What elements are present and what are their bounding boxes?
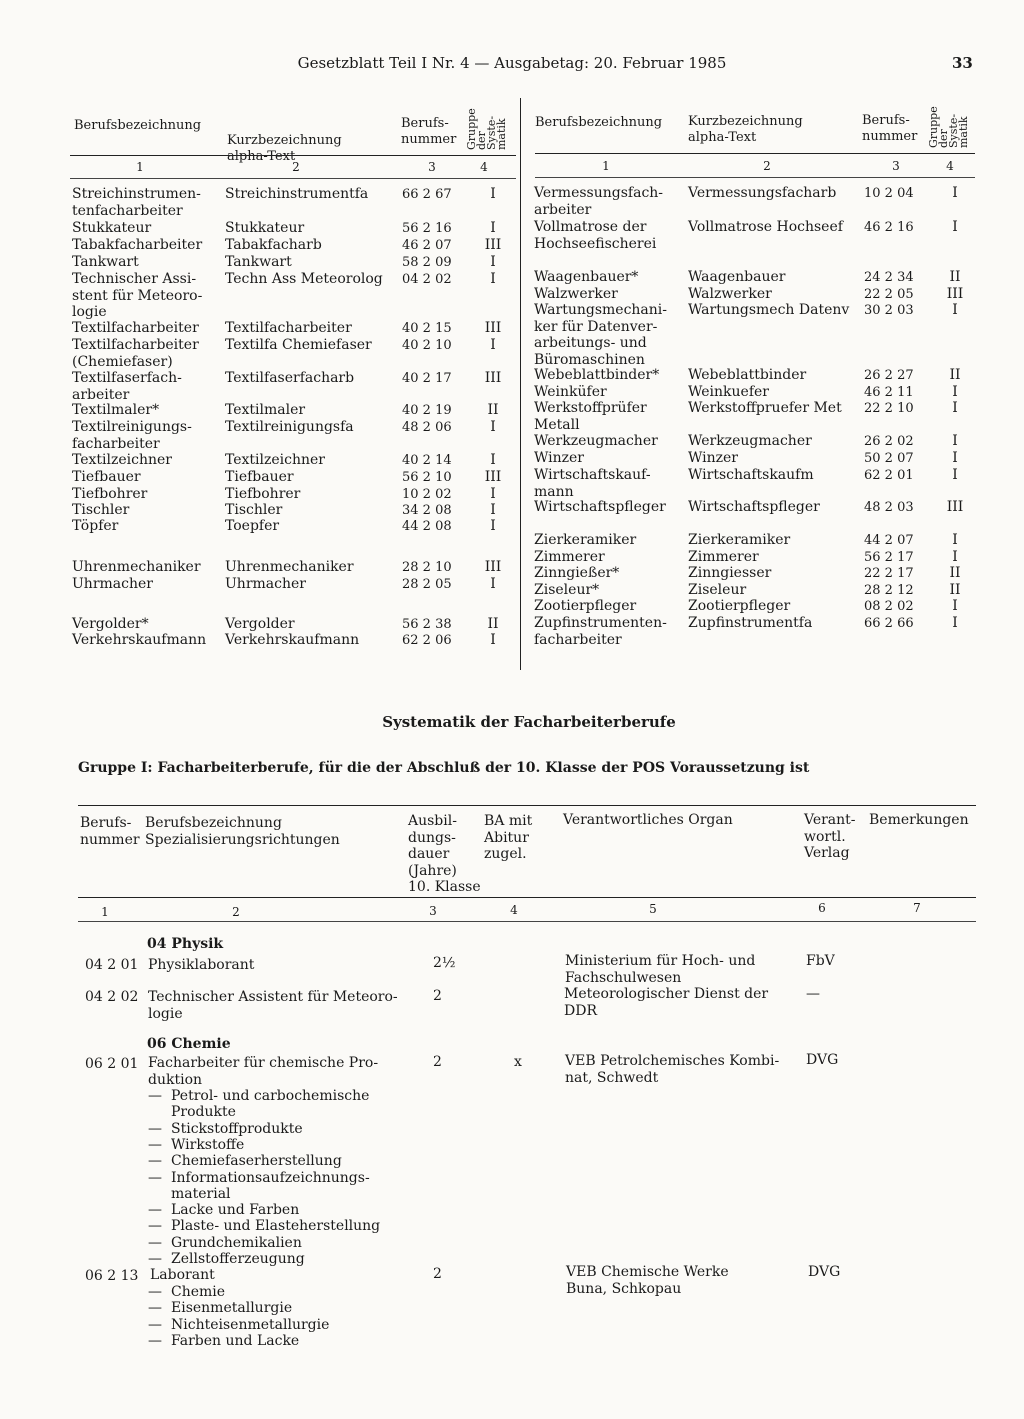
berufsbezeichnung: Werkzeugmacher: [534, 433, 658, 449]
berufsbezeichnung: Textilzeichner: [72, 452, 173, 468]
spezialisierungsrichtung: Petrol- und carbochemische Produkte: [171, 1088, 370, 1121]
berufsnummer: 28 2 12: [864, 583, 914, 598]
spezialisierungsrichtung: Stickstoffprodukte: [171, 1120, 303, 1137]
col-number: 4: [480, 160, 488, 174]
spezialisierungsrichtung: Chemie: [171, 1284, 226, 1300]
gruppe: II: [949, 582, 961, 598]
gruppe: III: [946, 286, 964, 302]
gruppe: I: [490, 576, 496, 592]
header-berufsbezeichnung: Berufsbezeichnung: [535, 115, 663, 130]
gruppe: III: [484, 469, 502, 485]
berufsbezeichnung: Uhrenmechaniker: [72, 559, 201, 575]
kurzbezeichnung: Wirtschaftskaufm: [688, 467, 814, 483]
col-number: 6: [818, 901, 826, 915]
header-gruppe: Gruppe der Syste- matik: [465, 108, 508, 150]
dash-bullet: —: [148, 1316, 162, 1333]
gruppe: I: [952, 549, 958, 565]
kurzbezeichnung: Wartungsmech Datenv: [688, 302, 850, 318]
kurzbezeichnung: Werkstoffpruefer Met: [688, 400, 842, 416]
berufsbezeichnung: Laborant: [150, 1267, 215, 1283]
header-abitur: BA mit Abitur zugel.: [484, 813, 533, 862]
gruppe: I: [490, 632, 496, 648]
dash-bullet: —: [148, 1136, 162, 1153]
col-number: 2: [763, 159, 771, 173]
kurzbezeichnung: Tischler: [225, 502, 283, 518]
gruppe: I: [952, 384, 958, 400]
gruppe: I: [490, 254, 496, 270]
berufsnummer: 46 2 07: [402, 238, 452, 253]
kurzbezeichnung: Winzer: [688, 450, 738, 466]
berufsnummer: 46 2 16: [864, 220, 914, 235]
col-number: 7: [913, 901, 921, 915]
spezialisierungsrichtung: Wirkstoffe: [171, 1136, 245, 1153]
kurzbezeichnung: Vermessungsfacharb: [688, 185, 837, 201]
header-ausbildungsdauer: Ausbil- dungs- dauer (Jahre) 10. Klasse: [408, 813, 481, 895]
gruppe: I: [952, 185, 958, 201]
berufsbezeichnung: Uhrmacher: [72, 576, 153, 592]
berufsbezeichnung: Stukkateur: [72, 220, 152, 236]
berufsnummer: 30 2 03: [864, 303, 914, 318]
gruppe: I: [952, 450, 958, 466]
rule: [78, 921, 976, 922]
gruppe: I: [952, 598, 958, 614]
berufsnummer: 04 2 02: [402, 272, 452, 287]
gruppe: I: [952, 615, 958, 631]
berufsbezeichnung: Tiefbauer: [72, 469, 141, 485]
berufsbezeichnung: Streichinstrumen- tenfacharbeiter: [72, 186, 201, 219]
kurzbezeichnung: Textilfaserfacharb: [225, 370, 355, 386]
page-number: 33: [952, 54, 973, 72]
spezialisierungsrichtung: Plaste- und Elasteherstellung: [171, 1218, 381, 1235]
berufsnummer: 62 2 06: [402, 633, 452, 648]
berufsbezeichnung: Ziseleur*: [534, 582, 600, 598]
berufsbezeichnung: Zootierpfleger: [534, 598, 637, 614]
kurzbezeichnung: Weinkuefer: [688, 384, 769, 400]
kurzbezeichnung: Zupfinstrumentfa: [688, 615, 813, 631]
berufsnummer: 40 2 17: [402, 371, 452, 386]
berufsbezeichnung: Vergolder*: [72, 616, 149, 632]
verantwortliches-organ: Meteorologischer Dienst der DDR: [564, 986, 769, 1019]
gruppe: I: [952, 400, 958, 416]
header-organ: Verantwortliches Organ: [563, 812, 733, 828]
berufsnummer: 40 2 10: [402, 338, 452, 353]
subheading-physik: 04 Physik: [147, 936, 224, 952]
berufsbezeichnung: Wirtschaftskauf- mann: [534, 467, 651, 500]
rule: [78, 805, 976, 806]
col-number: 1: [101, 905, 109, 919]
berufsnummer: 24 2 34: [864, 270, 914, 285]
berufsnummer: 62 2 01: [864, 468, 914, 483]
berufsbezeichnung: Textilreinigungs- facharbeiter: [72, 419, 192, 452]
berufsbezeichnung: Textilmaler*: [72, 402, 160, 418]
berufsnummer: 66 2 66: [864, 616, 914, 631]
verantwortliches-organ: VEB Petrolchemisches Kombi- nat, Schwedt: [565, 1053, 780, 1086]
gruppe: I: [952, 433, 958, 449]
kurzbezeichnung: Tabakfacharb: [225, 237, 322, 253]
kurzbezeichnung: Textilreinigungsfa: [225, 419, 354, 435]
spezialisierungsrichtung: Farben und Lacke: [171, 1332, 300, 1349]
berufsnummer: 34 2 08: [402, 503, 452, 518]
berufsbezeichnung: Vermessungsfach- arbeiter: [534, 185, 664, 218]
dash-bullet: —: [148, 1284, 162, 1300]
berufsnummer: 56 2 38: [402, 617, 452, 632]
col-number: 3: [429, 904, 437, 918]
berufsnummer: 22 2 05: [864, 287, 914, 302]
dash-bullet: —: [148, 1088, 162, 1104]
kurzbezeichnung: Toepfer: [225, 518, 280, 534]
gruppe: III: [484, 559, 502, 575]
col-number: 4: [946, 159, 954, 173]
col-number: 5: [649, 902, 657, 916]
gruppe: II: [949, 565, 961, 581]
spezialisierungsrichtung: Grundchemikalien: [171, 1234, 302, 1251]
gruppe: III: [484, 370, 502, 386]
header-bezeichnung: Berufsbezeichnung Spezialisierungsrichtungen: [145, 815, 340, 848]
kurzbezeichnung: Zierkeramiker: [688, 532, 791, 548]
ausbildungsdauer: 2: [433, 988, 442, 1004]
col-number: 2: [232, 905, 240, 919]
kurzbezeichnung: Uhrenmechaniker: [225, 559, 354, 575]
spezialisierungsrichtung: Informationsaufzeichnungs- material: [171, 1169, 370, 1202]
gruppe: II: [949, 269, 961, 285]
gruppe: I: [952, 467, 958, 483]
col-number: 1: [602, 159, 610, 173]
gruppe: II: [487, 402, 499, 418]
berufsnummer: 48 2 03: [864, 500, 914, 515]
gruppe: I: [490, 186, 496, 202]
dash-bullet: —: [148, 1218, 162, 1235]
kurzbezeichnung: Textilfacharbeiter: [225, 320, 352, 336]
gruppe: I: [952, 219, 958, 235]
dash-bullet: —: [148, 1120, 162, 1137]
berufsnummer: 04 2 01: [85, 957, 139, 973]
berufsnummer: 08 2 02: [864, 599, 914, 614]
berufsnummer: 46 2 11: [864, 385, 914, 400]
group-heading: Gruppe I: Facharbeiterberufe, für die der Abschluß der 10. Klasse der POS Voraussetzung ist: [78, 760, 810, 776]
berufsnummer: 26 2 02: [864, 434, 914, 449]
berufsnummer: 44 2 08: [402, 519, 452, 534]
verantwortliches-organ: VEB Chemische Werke Buna, Schkopau: [566, 1264, 729, 1297]
header-verlag: Verant- wortl. Verlag: [804, 812, 856, 861]
gruppe: I: [952, 532, 958, 548]
berufsnummer: 58 2 09: [402, 255, 452, 270]
berufsbezeichnung: Tiefbohrer: [72, 486, 148, 502]
berufsnummer: 40 2 15: [402, 321, 452, 336]
kurzbezeichnung: Tankwart: [225, 254, 292, 270]
berufsnummer: 40 2 14: [402, 453, 452, 468]
spezialisierungsrichtung: Lacke und Farben: [171, 1202, 300, 1219]
gruppe: I: [490, 502, 496, 518]
gruppe: I: [490, 337, 496, 353]
berufsbezeichnung: Textilfaserfach- arbeiter: [72, 370, 182, 403]
rule: [535, 177, 975, 178]
kurzbezeichnung: Textilzeichner: [225, 452, 326, 468]
berufsnummer: 56 2 16: [402, 221, 452, 236]
header-kurzbezeichnung: Kurzbezeichnung alpha-Text: [688, 114, 803, 145]
kurzbezeichnung: Waagenbauer: [688, 269, 786, 285]
berufsnummer: 56 2 17: [864, 550, 914, 565]
verlag: DVG: [808, 1264, 841, 1280]
berufsnummer: 28 2 10: [402, 560, 452, 575]
dash-bullet: —: [148, 1332, 162, 1349]
verlag: FbV: [806, 953, 835, 969]
section-heading: Systematik der Facharbeiterberufe: [382, 713, 676, 731]
header-bemerkungen: Bemerkungen: [869, 812, 969, 828]
header-berufsnummer: Berufs- nummer: [862, 113, 918, 144]
occupation-table-right: [0, 0, 1024, 680]
kurzbezeichnung: Webeblattbinder: [688, 367, 807, 383]
berufsbezeichnung: Zupfinstrumenten- facharbeiter: [534, 615, 667, 648]
subheading-chemie: 06 Chemie: [147, 1036, 231, 1052]
gazette-title: Gesetzblatt Teil I Nr. 4 — Ausgabetag: 20. Februar 1985: [297, 54, 727, 72]
col-number: 1: [136, 160, 144, 174]
berufsbezeichnung: Webeblattbinder*: [534, 367, 660, 383]
berufsnummer: 50 2 07: [864, 451, 914, 466]
kurzbezeichnung: Tiefbauer: [225, 469, 294, 485]
berufsnummer: 10 2 02: [402, 487, 452, 502]
gruppe: I: [490, 486, 496, 502]
kurzbezeichnung: Zinngiesser: [688, 565, 772, 581]
berufsbezeichnung: Wartungsmechani- ker für Datenver- arbeitungs- und Büromaschinen: [534, 302, 668, 368]
berufsbezeichnung: Verkehrskaufmann: [72, 632, 207, 648]
berufsbezeichnung: Zinngießer*: [534, 565, 620, 581]
dash-bullet: —: [148, 1202, 162, 1219]
berufsbezeichnung: Zimmerer: [534, 549, 605, 565]
kurzbezeichnung: Textilmaler: [225, 402, 306, 418]
col-number: 3: [428, 160, 436, 174]
berufsbezeichnung: Töpfer: [72, 518, 119, 534]
berufsnummer: 04 2 02: [85, 989, 139, 1005]
gruppe: I: [490, 452, 496, 468]
berufsnummer: 22 2 17: [864, 566, 914, 581]
gruppe: II: [487, 616, 499, 632]
kurzbezeichnung: Uhrmacher: [225, 576, 306, 592]
gruppe: I: [952, 302, 958, 318]
berufsnummer: 22 2 10: [864, 401, 914, 416]
berufsbezeichnung: Winzer: [534, 450, 584, 466]
gruppe: III: [484, 320, 502, 336]
berufsbezeichnung: Technischer Assistent für Meteoro- logie: [148, 989, 398, 1022]
berufsnummer: 28 2 05: [402, 577, 452, 592]
berufsbezeichnung: Tischler: [72, 502, 130, 518]
header-berufsnummer: Berufs- nummer: [80, 815, 140, 848]
kurzbezeichnung: Textilfa Chemiefaser: [225, 337, 372, 353]
abitur-mark: x: [514, 1054, 522, 1070]
kurzbezeichnung: Techn Ass Meteorolog: [225, 271, 383, 287]
verlag: —: [806, 986, 820, 1002]
kurzbezeichnung: Zimmerer: [688, 549, 759, 565]
col-number: 2: [292, 160, 300, 174]
berufsbezeichnung: Physiklaborant: [148, 957, 255, 973]
berufsbezeichnung: Vollmatrose der Hochseefischerei: [534, 219, 657, 252]
spezialisierungsrichtung: Zellstofferzeugung: [171, 1251, 305, 1267]
berufsnummer: 40 2 19: [402, 403, 452, 418]
header-berufsnummer: Berufs- nummer: [401, 116, 457, 147]
spezialisierungsrichtung: Chemiefaserherstellung: [171, 1153, 342, 1170]
dash-bullet: —: [148, 1251, 162, 1267]
berufsnummer: 44 2 07: [864, 533, 914, 548]
berufsbezeichnung: Weinküfer: [534, 384, 607, 400]
berufsbezeichnung: Tabakfacharbeiter: [72, 237, 203, 253]
gruppe: I: [490, 271, 496, 287]
berufsbezeichnung: Textilfacharbeiter (Chemiefaser): [72, 337, 199, 370]
ausbildungsdauer: 2: [433, 1054, 442, 1070]
header-berufsbezeichnung: Berufsbezeichnung: [74, 118, 202, 133]
kurzbezeichnung: Vergolder: [225, 616, 295, 632]
berufsbezeichnung: Textilfacharbeiter: [72, 320, 199, 336]
kurzbezeichnung: Verkehrskaufmann: [225, 632, 360, 648]
kurzbezeichnung: Werkzeugmacher: [688, 433, 812, 449]
berufsbezeichnung: Zierkeramiker: [534, 532, 637, 548]
kurzbezeichnung: Vollmatrose Hochseef: [688, 219, 843, 235]
kurzbezeichnung: Stukkateur: [225, 220, 305, 236]
berufsbezeichnung: Tankwart: [72, 254, 139, 270]
berufsnummer: 56 2 10: [402, 470, 452, 485]
kurzbezeichnung: Walzwerker: [688, 286, 772, 302]
col-number: 4: [510, 903, 518, 917]
spezialisierungsrichtung: Nichteisenmetallurgie: [171, 1316, 330, 1333]
berufsnummer: 26 2 27: [864, 368, 914, 383]
berufsbezeichnung: Walzwerker: [534, 286, 618, 302]
dash-bullet: —: [148, 1300, 162, 1317]
berufsnummer: 10 2 04: [864, 186, 914, 201]
kurzbezeichnung: Ziseleur: [688, 582, 747, 598]
berufsnummer: 66 2 67: [402, 187, 452, 202]
ausbildungsdauer: 2: [433, 1266, 442, 1282]
dash-bullet: —: [148, 1169, 162, 1186]
berufsbezeichnung: Werkstoffprüfer Metall: [534, 400, 647, 433]
gruppe: I: [490, 220, 496, 236]
spezialisierungsrichtung: Eisenmetallurgie: [171, 1300, 293, 1317]
berufsnummer: 48 2 06: [402, 420, 452, 435]
kurzbezeichnung: Zootierpfleger: [688, 598, 791, 614]
header-kurzbezeichnung-text: Kurzbezeichnung alpha-Text: [227, 133, 342, 164]
berufsnummer: 06 2 13: [85, 1268, 139, 1284]
verantwortliches-organ: Ministerium für Hoch- und Fachschulwesen: [565, 953, 756, 986]
dash-bullet: —: [148, 1153, 162, 1170]
kurzbezeichnung: Streichinstrumentfa: [225, 186, 369, 202]
header-gruppe: Gruppe der Syste- matik: [927, 106, 970, 148]
col-number: 3: [892, 159, 900, 173]
ausbildungsdauer: 2½: [433, 955, 456, 971]
berufsnummer: 06 2 01: [85, 1056, 139, 1072]
gruppe: I: [490, 518, 496, 534]
gruppe: III: [484, 237, 502, 253]
verlag: DVG: [806, 1052, 839, 1068]
gruppe: III: [946, 499, 964, 515]
rule: [78, 897, 976, 898]
kurzbezeichnung: Tiefbohrer: [225, 486, 301, 502]
gruppe: II: [949, 367, 961, 383]
kurzbezeichnung: Wirtschaftspfleger: [688, 499, 820, 515]
rule: [535, 153, 975, 154]
berufsbezeichnung: Wirtschaftspfleger: [534, 499, 666, 515]
berufsbezeichnung: Technischer Assi- stent für Meteoro- logie: [72, 271, 203, 320]
gruppe: I: [490, 419, 496, 435]
berufsbezeichnung: Waagenbauer*: [534, 269, 639, 285]
berufsbezeichnung: Facharbeiter für chemische Pro- duktion: [148, 1055, 379, 1088]
dash-bullet: —: [148, 1234, 162, 1251]
